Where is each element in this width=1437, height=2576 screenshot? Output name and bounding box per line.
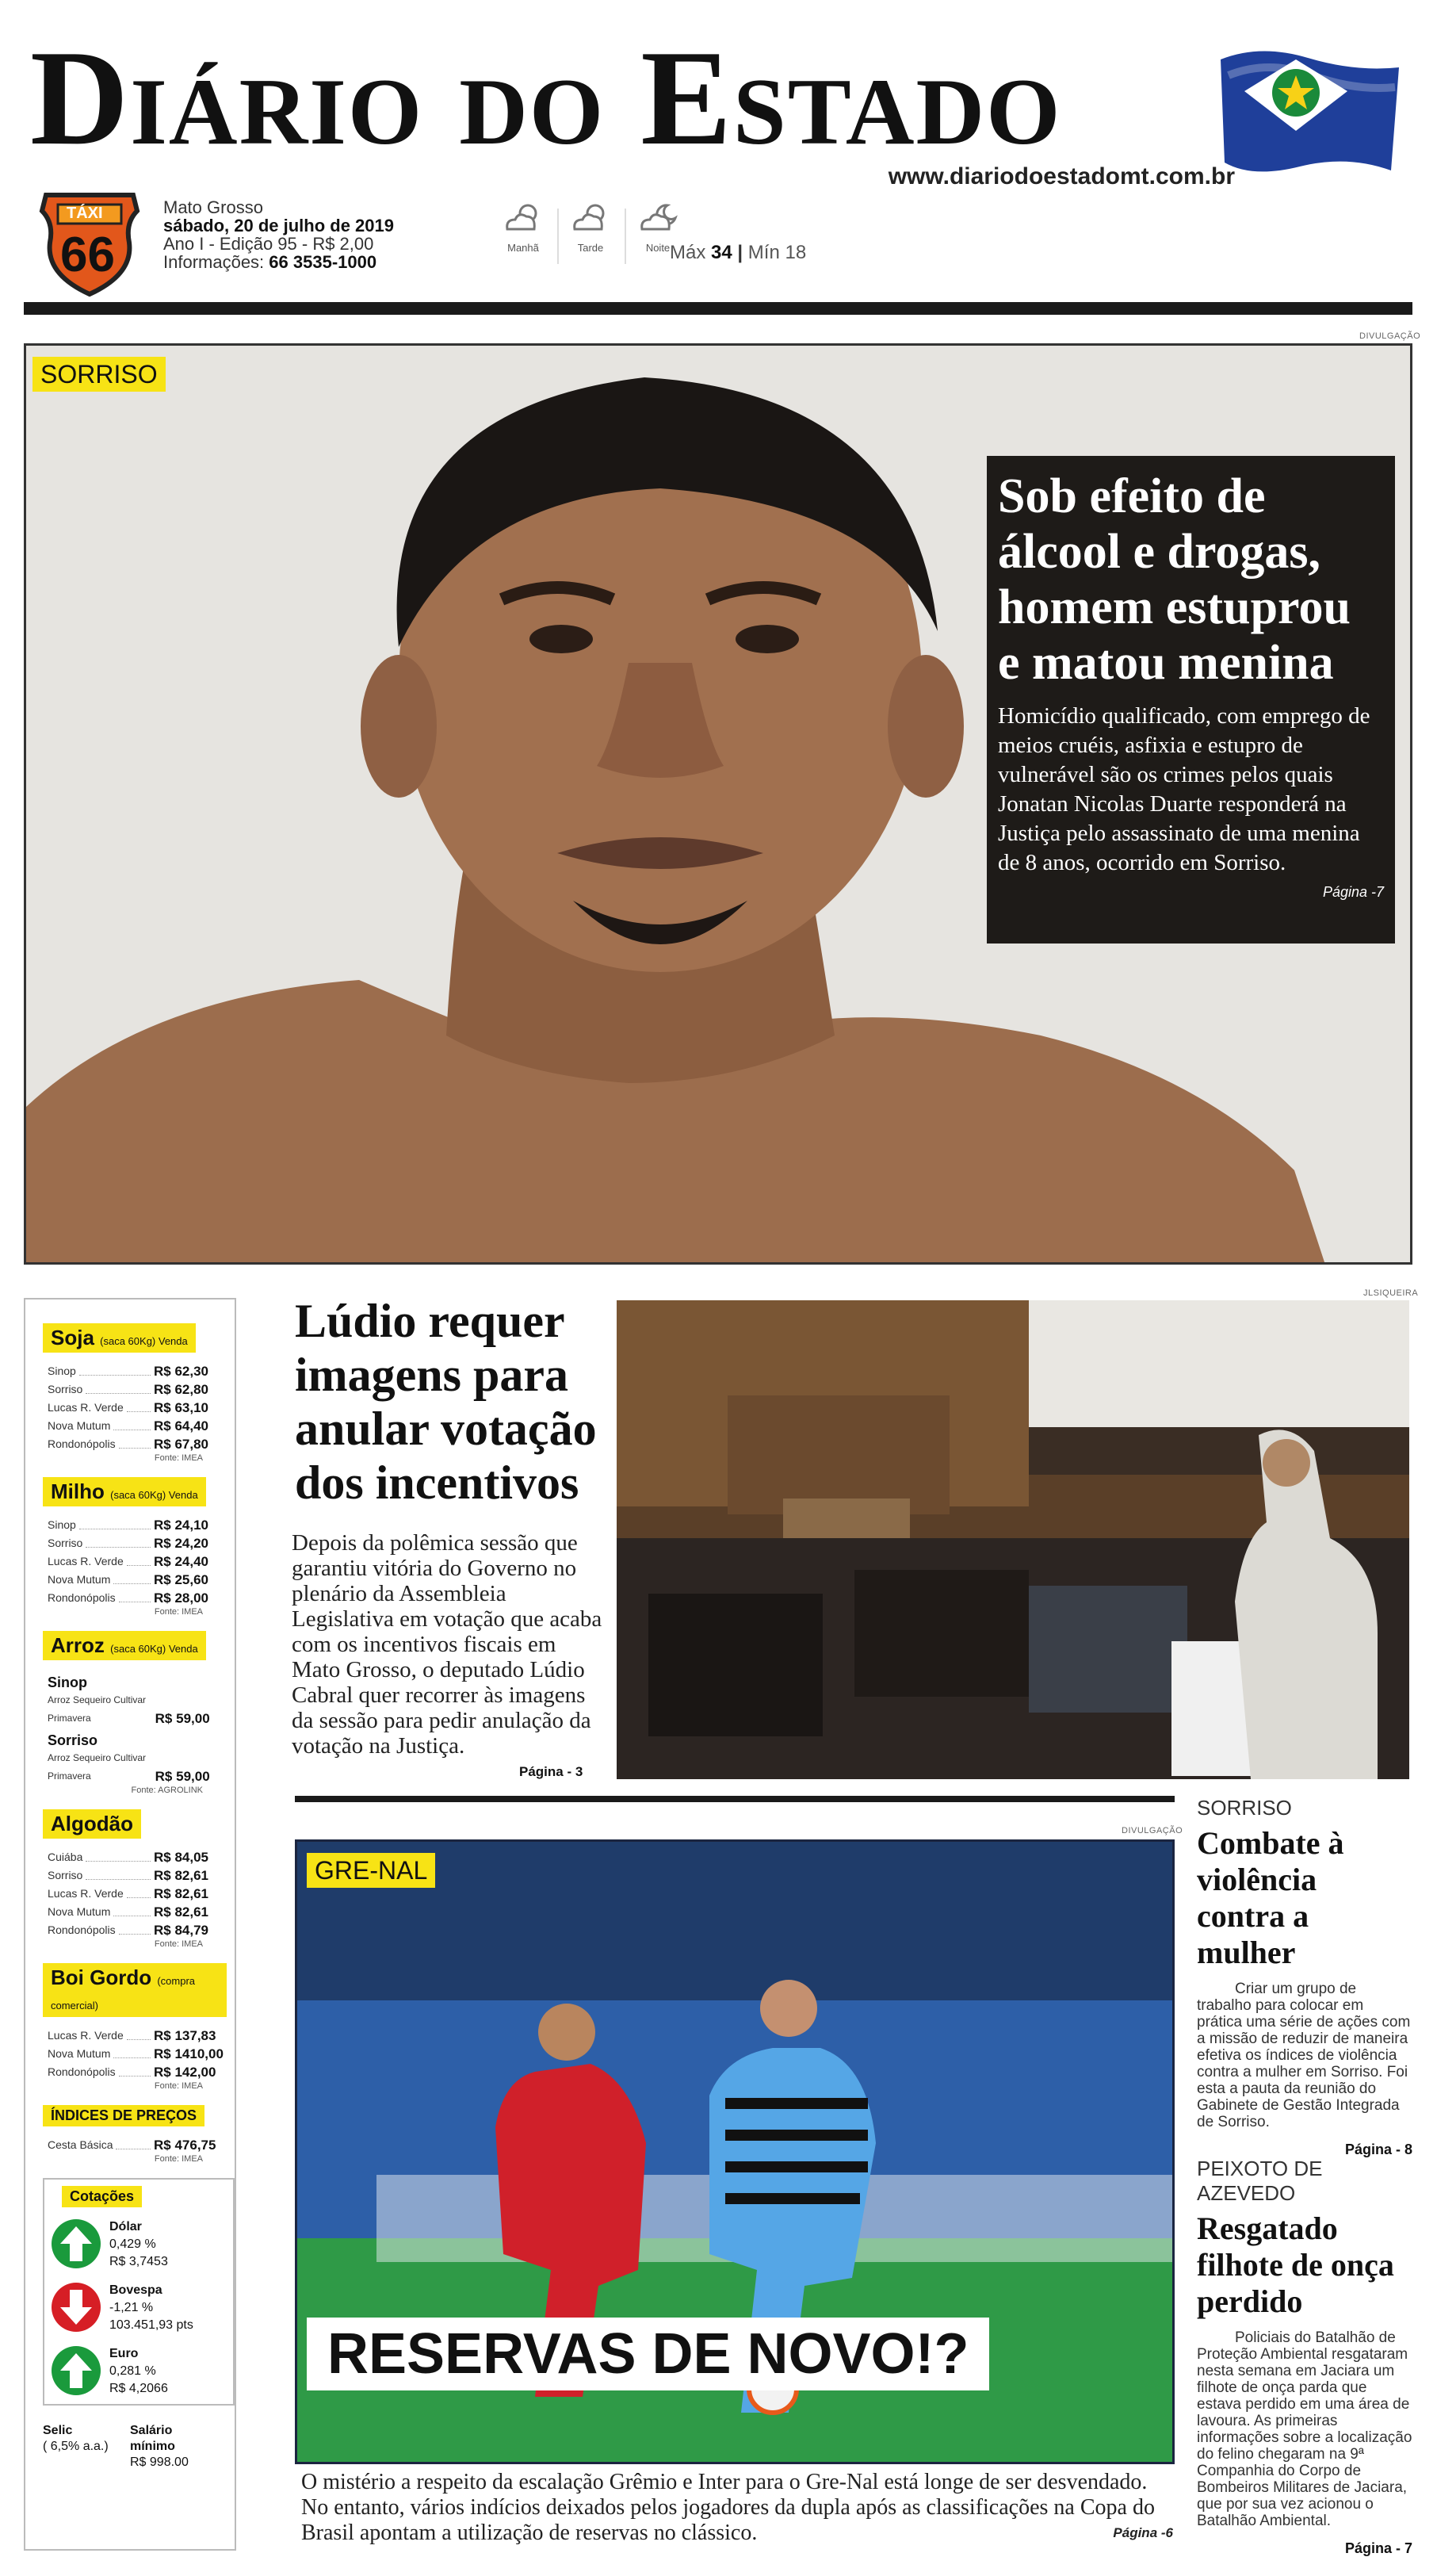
dot-leader <box>119 2063 151 2076</box>
price-value: R$ 63,10 <box>154 1400 208 1415</box>
arroz-value: R$ 59,00 <box>155 1711 210 1726</box>
boi-source: Fonte: IMEA <box>154 2081 203 2091</box>
price-value: R$ 82,61 <box>154 1886 208 1901</box>
price-row <box>33 1380 227 1399</box>
assembly-photo <box>617 1300 1409 1779</box>
indices-price-list <box>33 2136 227 2154</box>
indices-source: Fonte: IMEA <box>154 2154 203 2164</box>
weather-period-label: Tarde <box>577 242 604 254</box>
price-location: Sorriso <box>48 1383 83 1395</box>
ludio-text: Depois da polêmica sessão que garantiu vitória do Governo no plenário da Assembleia Legislativa em votação que acaba com os incentivos fiscais em Mato Grosso, o deputado Lúdio Cabral quer recorrer às imagens da sessão para pedir anulação da votação na Justiça. <box>292 1530 602 1759</box>
dot-leader <box>79 1362 151 1376</box>
arrow-up-icon <box>51 2218 101 2269</box>
dot-leader <box>113 2045 151 2058</box>
price-row <box>33 2045 227 2063</box>
price-value: R$ 137,83 <box>154 2028 216 2043</box>
violencia-page-ref[interactable]: Página - 8 <box>1344 2142 1412 2157</box>
price-location: Nova Mutum <box>48 1419 111 1432</box>
grenal-section-tag: GRE-NAL <box>307 1853 435 1888</box>
price-value: R$ 25,60 <box>154 1572 208 1587</box>
price-value: R$ 82,61 <box>154 1904 208 1920</box>
milho-source: Fonte: IMEA <box>154 1607 203 1617</box>
assembly-illustration <box>617 1300 1409 1779</box>
taxi-66-logo <box>38 187 141 298</box>
price-location: Rondonópolis <box>48 2065 116 2078</box>
price-row <box>33 1399 227 1417</box>
cotacao-value: R$ 4,2066 <box>109 2382 168 2395</box>
price-value: R$ 62,80 <box>154 1382 208 1397</box>
arroz-item <box>33 1675 227 1786</box>
price-row <box>33 1848 227 1866</box>
grenal-summary: O mistério a respeito da escalação Grêmio e Inter para o Gre-Nal está longe de ser desvendado. No entanto, vários indícios deixados pelos jogadores da dupla após as classificações na Copa do Brasil apontam a utilização de reservas no clássico. <box>301 2470 1155 2545</box>
arrow-up-icon <box>51 2345 101 2396</box>
price-location: Sorriso <box>48 1537 83 1549</box>
dot-leader <box>119 1921 151 1935</box>
arroz-value: R$ 59,00 <box>155 1769 210 1784</box>
price-row <box>33 1589 227 1607</box>
price-row <box>33 1885 227 1903</box>
cotacao-name: Bovespa <box>109 2283 162 2297</box>
violencia-text: Criar um grupo de trabalho para colocar em prática uma série de ações com a missão de reduzir de maneira efetiva os índices de violência contra a mulher em Sorriso. Foi esta a pauta da reunião do Gabinete de Gestão Integrada de Sorriso. <box>1197 1981 1411 2130</box>
violencia-headline[interactable]: Combate à violência contra a mulher <box>1197 1825 1344 1970</box>
dot-leader <box>127 2027 151 2040</box>
price-value: R$ 84,79 <box>154 1923 208 1938</box>
dot-leader <box>86 1848 151 1862</box>
cotacao-name: Dólar <box>109 2220 142 2233</box>
dot-leader <box>113 1417 151 1430</box>
milho-title: Milho (saca 60Kg) Venda <box>43 1477 206 1506</box>
cloudy-night-icon <box>636 202 680 234</box>
price-row <box>33 1435 227 1453</box>
taxi-label: TÁXI <box>67 205 103 222</box>
arroz-note: Arroz Sequeiro Cultivar Primavera <box>48 1752 147 1782</box>
price-row <box>33 1921 227 1939</box>
ludio-page-ref[interactable]: Página - 3 <box>519 1764 583 1779</box>
dot-leader <box>113 1571 151 1584</box>
price-value: R$ 67,80 <box>154 1437 208 1452</box>
dot-leader <box>79 1516 151 1529</box>
dot-leader <box>113 1903 151 1916</box>
hero-page-ref[interactable]: Página -7 <box>1322 884 1384 900</box>
price-value: R$ 24,10 <box>154 1518 208 1533</box>
photo-credit: DIVULGAÇÃO <box>1122 1826 1183 1835</box>
max-temp: 34 <box>711 242 732 263</box>
info-label: Informações: <box>163 252 265 272</box>
selic-label: Selic <box>43 2424 73 2437</box>
onca-kicker: PEIXOTO DE AZEVEDO <box>1197 2157 1323 2205</box>
price-row <box>33 2136 227 2154</box>
price-value: R$ 82,61 <box>154 1868 208 1883</box>
dot-leader <box>127 1552 151 1566</box>
dot-leader <box>127 1885 151 1898</box>
boi-price-list <box>33 2027 227 2081</box>
price-row <box>33 1362 227 1380</box>
price-location: Lucas R. Verde <box>48 1555 124 1567</box>
onca-headline[interactable]: Resgatado filhote de onça perdido <box>1197 2210 1394 2319</box>
cotacao-change: 0,429 % <box>109 2237 156 2251</box>
price-row <box>33 1571 227 1589</box>
price-location: Rondonópolis <box>48 1437 116 1450</box>
state-label: Mato Grosso <box>163 197 263 217</box>
price-value: R$ 28,00 <box>154 1590 208 1606</box>
article-violencia <box>1197 1796 1412 2158</box>
price-location: Cuiába <box>48 1851 83 1863</box>
price-location: Sorriso <box>48 1869 83 1881</box>
cotacao-change: 0,281 % <box>109 2364 156 2378</box>
onca-text: Policiais do Batalhão de Proteção Ambiental resgataram nesta semana em Jaciara um filhote de onça parda que estava perdido em uma área de lavoura. As primeiras informações sobre a localização do felino chegaram na 9ª Companhia do Corpo de Bombeiros Militares de Jaciara, que por sua vez acionou o Batalhão Ambiental. <box>1197 2329 1412 2529</box>
price-location: Sinop <box>48 1518 76 1531</box>
dot-leader <box>86 1380 151 1394</box>
cotacao-euro <box>51 2345 227 2398</box>
article-onca <box>1197 2157 1412 2557</box>
price-location: Cesta Básica <box>48 2138 113 2151</box>
cotacao-value: R$ 3,7453 <box>109 2255 168 2268</box>
milho-price-list <box>33 1516 227 1607</box>
min-temp: 18 <box>785 242 807 263</box>
partly-cloudy-icon <box>501 202 545 234</box>
price-location: Lucas R. Verde <box>48 1887 124 1900</box>
violencia-kicker: SORRISO <box>1197 1796 1292 1820</box>
cotacoes-box <box>43 2178 235 2406</box>
website-url: www.diariodoestadomt.com.br <box>888 163 1235 189</box>
taxi-number: 66 <box>60 228 115 282</box>
price-row <box>33 1534 227 1552</box>
price-row <box>33 1903 227 1921</box>
price-row <box>33 2027 227 2045</box>
price-value: R$ 24,40 <box>154 1554 208 1569</box>
price-location: Lucas R. Verde <box>48 2029 124 2042</box>
cotacao-change: -1,21 % <box>109 2301 154 2314</box>
price-value: R$ 24,20 <box>154 1536 208 1551</box>
hero-headline[interactable]: Sob efeito de álcool e drogas, homem estuprou e matou menina <box>998 469 1351 690</box>
arrow-down-icon <box>51 2282 101 2333</box>
price-value: R$ 84,05 <box>154 1850 208 1865</box>
price-value: R$ 62,30 <box>154 1364 208 1379</box>
photo-credit: JLSIQUEIRA <box>1363 1288 1419 1298</box>
price-row <box>33 1552 227 1571</box>
mato-grosso-flag-icon <box>1213 44 1403 178</box>
price-location: Nova Mutum <box>48 1573 111 1586</box>
price-row <box>33 2063 227 2081</box>
weather-morning <box>495 202 551 254</box>
weather-period-label: Manhã <box>507 242 539 254</box>
dot-leader <box>116 2136 151 2149</box>
arroz-city: Sinop <box>48 1675 87 1690</box>
soja-source: Fonte: IMEA <box>154 1453 203 1463</box>
weather-period-label: Noite <box>645 242 671 254</box>
dot-leader <box>86 1534 151 1548</box>
market-sidebar <box>24 1298 236 2551</box>
price-location: Rondonópolis <box>48 1591 116 1604</box>
price-row <box>33 1866 227 1885</box>
price-location: Nova Mutum <box>48 2047 111 2060</box>
cotacao-dolar <box>51 2218 227 2271</box>
edition-info <box>163 198 394 271</box>
price-row <box>33 1516 227 1534</box>
price-location: Rondonópolis <box>48 1923 116 1936</box>
algodao-price-list <box>33 1848 227 1939</box>
edition-date: sábado, 20 de julho de 2019 <box>163 216 394 235</box>
price-value: R$ 64,40 <box>154 1418 208 1433</box>
price-location: Nova Mutum <box>48 1905 111 1918</box>
indices-title: ÍNDICES DE PREÇOS <box>43 2105 204 2126</box>
price-value: R$ 142,00 <box>154 2065 216 2080</box>
ludio-headline[interactable]: Lúdio requer imagens para anular votação dos incentivos <box>295 1295 597 1509</box>
grenal-text <box>301 2470 1173 2546</box>
price-value: R$ 476,75 <box>154 2138 216 2153</box>
temperature-range: Máx 34 | Mín 18 <box>670 242 807 263</box>
weather-afternoon <box>563 202 618 254</box>
masthead-rule <box>24 302 1412 315</box>
dot-leader <box>127 1399 151 1412</box>
algodao-source: Fonte: IMEA <box>154 1939 203 1949</box>
max-label: Máx <box>670 242 706 263</box>
edition-number: Ano I - Edição 95 - R$ 2,00 <box>163 234 374 254</box>
salario-label: Salário mínimo <box>130 2424 175 2453</box>
min-label: Mín <box>747 242 780 263</box>
arroz-city: Sorriso <box>48 1732 98 1748</box>
onca-page-ref[interactable]: Página - 7 <box>1344 2540 1412 2556</box>
grenal-page-ref[interactable]: Página -6 <box>1113 2525 1173 2540</box>
arroz-note: Arroz Sequeiro Cultivar Primavera <box>48 1694 147 1724</box>
price-location: Lucas R. Verde <box>48 1401 124 1414</box>
hero-headline-box <box>987 456 1395 944</box>
arroz-source: Fonte: AGROLINK <box>131 1786 203 1795</box>
price-location: Sinop <box>48 1365 76 1377</box>
selic-salario <box>33 2423 227 2471</box>
partly-cloudy-icon <box>568 202 613 234</box>
price-row <box>33 1417 227 1435</box>
soja-title: Soja (saca 60Kg) Venda <box>43 1323 196 1353</box>
dot-leader <box>119 1589 151 1602</box>
hero-section-tag: SORRISO <box>32 357 166 392</box>
info-phone: 66 3535-1000 <box>269 252 377 272</box>
dot-leader <box>119 1435 151 1449</box>
boi-title: Boi Gordo (compra comercial) <box>43 1963 227 2017</box>
weather-divider <box>557 209 559 264</box>
cotacao-name: Euro <box>109 2347 139 2360</box>
photo-credit: DIVULGAÇÃO <box>1359 331 1421 341</box>
algodao-title: Algodão <box>43 1809 141 1839</box>
cotacoes-title: Cotações <box>62 2186 142 2207</box>
newspaper-title: Diário do Estado <box>30 23 1062 174</box>
section-rule <box>295 1796 1175 1802</box>
salario-value: R$ 998.00 <box>130 2455 189 2469</box>
cotacao-value: 103.451,93 pts <box>109 2318 193 2332</box>
selic-value: ( 6,5% a.a.) <box>43 2440 109 2453</box>
arroz-title: Arroz (saca 60Kg) Venda <box>43 1631 206 1660</box>
dot-leader <box>86 1866 151 1880</box>
cotacao-bovespa <box>51 2282 227 2334</box>
grenal-photo <box>295 1839 1175 2464</box>
price-value: R$ 1410,00 <box>154 2046 224 2061</box>
grenal-headline[interactable]: RESERVAS DE NOVO!? <box>307 2318 989 2390</box>
soja-price-list <box>33 1362 227 1453</box>
hero-summary: Homicídio qualificado, com emprego de meios cruéis, asfixia e estupro de vulnerável são os crimes pelos quais Jonatan Nicolas Duarte responderá na Justiça pelo assassinato de uma menina de 8 anos, ocorrido em Sorriso. <box>998 703 1370 875</box>
weather-divider <box>625 209 626 264</box>
